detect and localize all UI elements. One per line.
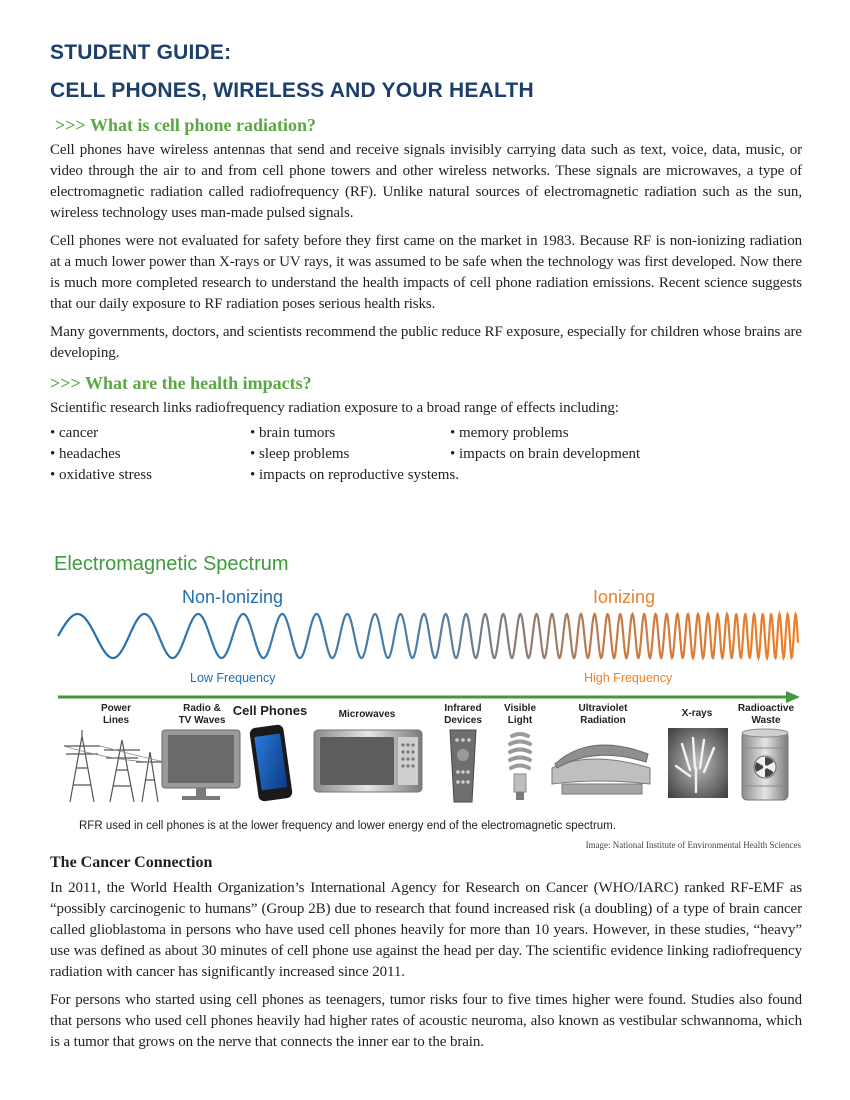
upper-content xyxy=(50,40,802,486)
power-tower-icon xyxy=(64,730,164,802)
remote-control-icon xyxy=(450,730,476,802)
radioactive-barrel-icon xyxy=(742,729,788,800)
label-microwaves: Microwaves xyxy=(338,709,396,720)
list-item xyxy=(450,465,750,486)
list-item: • oxidative stress xyxy=(50,467,152,483)
label-radio-tv-2: TV Waves xyxy=(178,715,226,726)
section-heading-health: >>> What are the health impacts? xyxy=(50,373,312,393)
paragraph-cancer-1: In 2011, the World Health Organization’s International Agency for Research on Cancer (WHO/IARC) ranked RF-EMF as “possibly carcinogenic to humans” (Group 2B) due to research that found increased risk (a doubling) of a type of brain cancer called glioblastoma in persons who have used cell phones heavily for more than 10 years. However, in these studies, “heavy” use was defined as about 30 minutes of cell phone use against the head per day. The scientific evidence linking radiofrequency radiation with cancer has significantly increased since 2011. xyxy=(50,880,802,980)
label-visible-2: Light xyxy=(507,715,533,726)
label-radioactive-2: Waste xyxy=(751,715,781,726)
label-radio-tv-1: Radio & xyxy=(183,703,221,714)
paragraph-health-intro: Scientific research links radiofrequency radiation exposure to a broad range of effects including: xyxy=(50,400,619,416)
high-frequency-label: High Frequency xyxy=(584,671,673,685)
label-infrared-2: Devices xyxy=(444,715,482,726)
label-cell-phones: Cell Phones xyxy=(232,703,308,718)
spectrum-title: Electromagnetic Spectrum xyxy=(54,553,289,575)
section-heading-cancer: The Cancer Connection xyxy=(50,854,213,871)
electromagnetic-spectrum-figure xyxy=(50,540,802,820)
wave-line xyxy=(58,614,798,658)
frequency-arrow-head xyxy=(786,691,800,703)
label-ultraviolet-2: Radiation xyxy=(580,715,626,726)
title-line-1: STUDENT GUIDE: xyxy=(50,41,232,64)
label-infrared-1: Infrared xyxy=(444,703,482,714)
microwave-icon xyxy=(314,730,422,792)
non-ionizing-label: Non-Ionizing xyxy=(182,587,284,607)
light-bulb-icon xyxy=(510,734,530,800)
label-visible-1: Visible xyxy=(503,703,537,714)
label-radioactive-1: Radioactive xyxy=(737,703,795,714)
figure-caption: RFR used in cell phones is at the lower frequency and lower energy end of the electromagnetic spectrum. xyxy=(79,820,616,832)
ionizing-label: Ionizing xyxy=(593,587,656,607)
health-effects-list xyxy=(50,423,802,486)
paragraph-radiation-1: Cell phones have wireless antennas that send and receive signals invisibly carrying data such as text, voice, data, music, or video through the air to and from cell phone towers and other wireless networks. These signals are microwaves, a type of electromagnetic radiation called radiofrequency (RF). Unlike natural sources of electromagnetic radiation such as the sun, wireless technology uses man-made pulsed signals. xyxy=(50,142,802,221)
list-item: • impacts on reproductive systems. xyxy=(250,467,459,483)
label-power-lines-2: Lines xyxy=(102,715,130,726)
list-item: • brain tumors xyxy=(250,425,336,441)
tanning-bed-icon xyxy=(552,745,650,794)
low-frequency-label: Low Frequency xyxy=(190,671,276,685)
paragraph-cancer-2: For persons who started using cell phones as teenagers, tumor risks four to five times higher were found. Studies also found that persons who used cell phones heavily had higher rates of acoustic neuroma, also known as vestibular schwannoma, which is a tumor that grows on the nerve that connects the inner ear to the brain. xyxy=(50,992,802,1050)
list-item: • headaches xyxy=(50,446,121,462)
tv-icon xyxy=(162,730,240,800)
label-xrays: X-rays xyxy=(681,708,713,719)
section-heading-radiation: >>> What is cell phone radiation? xyxy=(55,115,316,135)
figure-credit: Image: National Institute of Environmental Health Sciences xyxy=(585,840,801,850)
cell-phone-icon xyxy=(249,724,293,802)
xray-hand-icon xyxy=(668,728,728,798)
list-item: • sleep problems xyxy=(250,446,350,462)
label-power-lines-1: Power xyxy=(100,703,132,714)
label-ultraviolet-1: Ultraviolet xyxy=(578,703,628,714)
paragraph-radiation-3: Many governments, doctors, and scientists recommend the public reduce RF exposure, especially for children whose brains are developing. xyxy=(50,324,802,361)
title-line-2: CELL PHONES, WIRELESS AND YOUR HEALTH xyxy=(50,79,534,102)
lower-content xyxy=(50,852,802,1053)
list-item: • memory problems xyxy=(450,425,569,441)
list-item: • impacts on brain development xyxy=(450,446,641,462)
list-item: • cancer xyxy=(50,425,99,441)
paragraph-radiation-2: Cell phones were not evaluated for safety before they first came on the market in 1983. Because RF is non-ionizing radiation at a much lower power than X-rays or UV rays, it was assumed to be safe when the technology was first developed. Now there is much more completed research to understand the health impacts of cell phone radiation emissions. Recent science suggests that our daily exposure to RF radiation poses serious health risks. xyxy=(50,233,802,312)
